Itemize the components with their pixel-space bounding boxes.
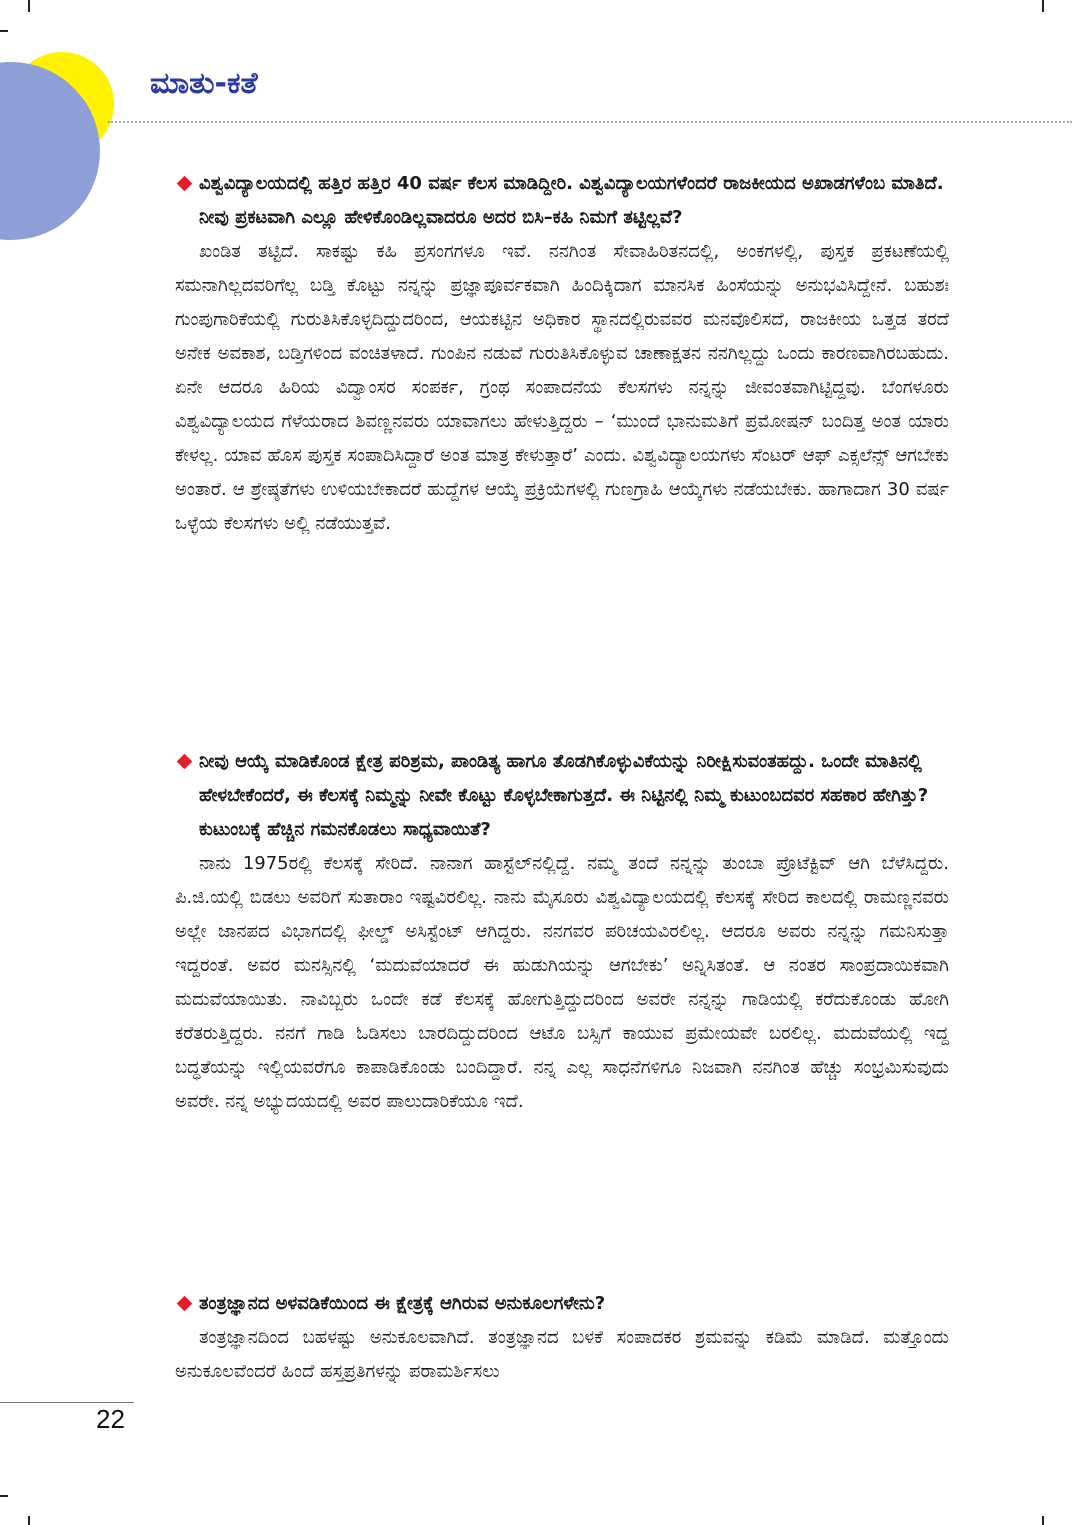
footer-rule [0, 1402, 134, 1403]
header-dotted-rule [108, 121, 1072, 123]
page-number: 22 [96, 1404, 125, 1434]
crop-mark-left-lower [0, 1495, 8, 1497]
question-3 [175, 1287, 949, 1321]
answer-2: ನಾನು 1975ರಲ್ಲಿ ಕೆಲಸಕ್ಕೆ ಸೇರಿದೆ. ನಾನಾಗ ಹಾಸ್ಟೆಲ್‌ನಲ್ಲಿದ್ದೆ. ನಮ್ಮ ತಂದೆ ನನ್ನನ್ನು ತುಂಬಾ ಪ್ರೊಟೆಕ್ಟಿವ್ ಆಗಿ ಬೆಳೆಸಿದ್ದರು. ಪಿ.ಜಿ.ಯಲ್ಲಿ ಬಿಡಲು ಅವರಿಗೆ ಸುತಾರಾಂ ಇಷ್ಟವಿರಲಿಲ್ಲ. ನಾನು ಮೈಸೂರು ವಿಶ್ವವಿದ್ಯಾಲಯದಲ್ಲಿ ಕೆಲಸಕ್ಕೆ ಸೇರಿದ ಕಾಲದಲ್ಲಿ ರಾಮಣ್ಣನವರು ಅಲ್ಲೇ ಜಾನಪದ ವಿಭಾಗದಲ್ಲಿ ಫೀಲ್ಡ್ ಅಸಿಸ್ಟೆಂಟ್ ಆಗಿದ್ದರು. ನನಗವರ ಪರಿಚಯವಿರಲಿಲ್ಲ. ಆದರೂ ಅವರು ನನ್ನನ್ನು ಗಮನಿಸುತ್ತಾ ಇದ್ದರಂತೆ. ಅವರ ಮನಸ್ಸಿನಲ್ಲಿ ‘ಮದುವೆಯಾದರೆ ಈ ಹುಡುಗಿಯನ್ನು ಆಗಬೇಕು’ ಅನ್ನಿಸಿತಂತೆ. ಆ ನಂತರ ಸಾಂಪ್ರದಾಯಿಕವಾಗಿ ಮದುವೆಯಾಯಿತು. ನಾವಿಬ್ಬರು ಒಂದೇ ಕಡೆ ಕೆಲಸಕ್ಕೆ ಹೋಗುತ್ತಿದ್ದುದರಿಂದ ಅವರೇ ನನ್ನನ್ನು ಗಾಡಿಯಲ್ಲಿ ಕರೆದುಕೊಂಡು ಹೋಗಿ ಕರೆತರುತ್ತಿದ್ದರು. ನನಗೆ ಗಾಡಿ ಓಡಿಸಲು ಬಾರದಿದ್ದುದರಿಂದ ಆಟೊ ಬಸ್ಸಿಗೆ ಕಾಯುವ ಪ್ರಮೇಯವೇ ಬರಲಿಲ್ಲ. ಮದುವೆಯಲ್ಲಿ ಇದ್ದ ಬದ್ಧತೆಯನ್ನು ಇಲ್ಲಿಯವರೆಗೂ ಕಾಪಾಡಿಕೊಂಡು ಬಂದಿದ್ದಾರೆ. ನನ್ನ ಎಲ್ಲ ಸಾಧನೆಗಳಿಗೂ ನಿಜವಾಗಿ ನನಗಿಂತ ಹೆಚ್ಚು ಸಂಭ್ರಮಿಸುವುದು ಅವರೇ. ನನ್ನ ಅಭ್ಯುದಯದಲ್ಲಿ ಅವರ ಪಾಲುದಾರಿಕೆಯೂ ಇದೆ. [175, 853, 949, 1112]
crop-mark-bottom-left [28, 1516, 30, 1525]
diamond-bullet-icon [177, 1296, 193, 1312]
section-title: ಮಾತು-ಕತೆ [150, 66, 258, 101]
question-1 [175, 167, 949, 235]
question-2-text: ನೀವು ಆಯ್ಕೆ ಮಾಡಿಕೊಂಡ ಕ್ಷೇತ್ರ ಪರಿಶ್ರಮ, ಪಾಂಡಿತ್ಯ ಹಾಗೂ ತೊಡಗಿಕೊಳ್ಳುವಿಕೆಯನ್ನು ನಿರೀಕ್ಷಿಸುವಂತಹದ್ದು. ಒಂದೇ ಮಾತಿನಲ್ಲಿ ಹೇಳಬೇಕೆಂದರೆ, ಈ ಕೆಲಸಕ್ಕೆ ನಿಮ್ಮನ್ನು ನೀವೇ ಕೊಟ್ಟು ಕೊಳ್ಳಬೇಕಾಗುತ್ತದೆ. ಈ ನಿಟ್ಟಿನಲ್ಲಿ ನಿಮ್ಮ ಕುಟುಂಬದವರ ಸಹಕಾರ ಹೇಗಿತ್ತು? ಕುಟುಂಬಕ್ಕೆ ಹೆಚ್ಚಿನ ಗಮನಕೊಡಲು ಸಾಧ್ಯವಾಯಿತೆ? [199, 751, 929, 840]
crop-mark-left-upper [0, 30, 8, 32]
answer-1: ಖಂಡಿತ ತಟ್ಟಿದೆ. ಸಾಕಷ್ಟು ಕಹಿ ಪ್ರಸಂಗಗಳೂ ಇವೆ. ನನಗಿಂತ ಸೇವಾಹಿರಿತನದಲ್ಲಿ, ಅಂಕಗಳಲ್ಲಿ, ಪುಸ್ತಕ ಪ್ರಕಟಣೆಯಲ್ಲಿ ಸಮನಾಗಿಲ್ಲದವರಿಗೆಲ್ಲ ಬಡ್ತಿ ಕೊಟ್ಟು ನನ್ನನ್ನು ಪ್ರಜ್ಞಾಪೂರ್ವಕವಾಗಿ ಹಿಂದಿಕ್ಕಿದಾಗ ಮಾನಸಿಕ ಹಿಂಸೆಯನ್ನು ಅನುಭವಿಸಿದ್ದೇನೆ. ಬಹುಶಃ ಗುಂಪುಗಾರಿಕೆಯಲ್ಲಿ ಗುರುತಿಸಿಕೊಳ್ಳದಿದ್ದುದರಿಂದ, ಆಯಕಟ್ಟಿನ ಅಧಿಕಾರ ಸ್ಥಾನದಲ್ಲಿರುವವರ ಮನವೊಲಿಸದೆ, ರಾಜಕೀಯ ಒತ್ತಡ ತರದೆ ಅನೇಕ ಅವಕಾಶ, ಬಡ್ತಿಗಳಿಂದ ವಂಚಿತಳಾದೆ. ಗುಂಪಿನ ನಡುವೆ ಗುರುತಿಸಿಕೊಳ್ಳುವ ಚಾಣಾಕ್ಷತನ ನನಗಿಲ್ಲದ್ದು ಒಂದು ಕಾರಣವಾಗಿರಬಹುದು. ಏನೇ ಆದರೂ ಹಿರಿಯ ವಿದ್ವಾಂಸರ ಸಂಪರ್ಕ, ಗ್ರಂಥ ಸಂಪಾದನೆಯ ಕೆಲಸಗಳು ನನ್ನನ್ನು ಜೀವಂತವಾಗಿಟ್ಟಿದ್ದವು. ಬೆಂಗಳೂರು ವಿಶ್ವವಿದ್ಯಾಲಯದ ಗೆಳೆಯರಾದ ಶಿವಣ್ಣನವರು ಯಾವಾಗಲು ಹೇಳುತ್ತಿದ್ದರು – ‘ಮುಂದೆ ಭಾನುಮತಿಗೆ ಪ್ರಮೋಷನ್ ಬಂದಿತ್ತ ಅಂತ ಯಾರು ಕೇಳಲ್ಲ. ಯಾವ ಹೊಸ ಪುಸ್ತಕ ಸಂಪಾದಿಸಿದ್ದಾರೆ ಅಂತ ಮಾತ್ರ ಕೇಳುತ್ತಾರೆ’ ಎಂದು. ವಿಶ್ವವಿದ್ಯಾಲಯಗಳು ಸೆಂಟರ್ ಆಫ್ ಎಕ್ಸಲೆನ್ಸ್ ಆಗಬೇಕು ಅಂತಾರೆ. ಆ ಶ್ರೇಷ್ಠತೆಗಳು ಉಳಿಯಬೇಕಾದರೆ ಹುದ್ದೆಗಳ ಆಯ್ಕೆ ಪ್ರಕ್ರಿಯೆಗಳಲ್ಲಿ ಗುಣಗ್ರಾಹಿ ಆಯ್ಕೆಗಳು ನಡೆಯಬೇಕು. ಹಾಗಾದಾಗ 30 ವರ್ಷ ಒಳ್ಳೆಯ ಕೆಲಸಗಳು ಅಲ್ಲಿ ನಡೆಯುತ್ತವೆ. [175, 241, 949, 534]
qa-block-1 [175, 167, 949, 541]
diamond-bullet-icon [177, 754, 193, 770]
qa-block-2 [175, 745, 949, 1119]
question-2 [175, 745, 949, 847]
question-1-text: ವಿಶ್ವವಿದ್ಯಾಲಯದಲ್ಲಿ ಹತ್ತಿರ ಹತ್ತಿರ 40 ವರ್ಷ ಕೆಲಸ ಮಾಡಿದ್ದೀರಿ. ವಿಶ್ವವಿದ್ಯಾಲಯಗಳೆಂದರೆ ರಾಜಕೀಯದ ಅಖಾಡಗಳೆಂಬ ಮಾತಿದೆ. ನೀವು ಪ್ರಕಟವಾಗಿ ಎಲ್ಲೂ ಹೇಳಿಕೊಂಡಿಲ್ಲವಾದರೂ ಅದರ ಬಿಸಿ–ಕಹಿ ನಿಮಗೆ ತಟ್ಟಿಲ್ಲವೆ? [199, 173, 944, 228]
diamond-bullet-icon [177, 176, 193, 192]
crop-mark-top-left [28, 0, 30, 12]
answer-3: ತಂತ್ರಜ್ಞಾನದಿಂದ ಬಹಳಷ್ಟು ಅನುಕೂಲವಾಗಿದೆ. ತಂತ್ರಜ್ಞಾನದ ಬಳಕೆ ಸಂಪಾದಕರ ಶ್ರಮವನ್ನು ಕಡಿಮೆ ಮಾಡಿದೆ. ಮತ್ತೊಂದು ಅನುಕೂಲವೆಂದರೆ ಹಿಂದೆ ಹಸ್ತಪ್ರತಿಗಳನ್ನು ಪರಾಮರ್ಶಿಸಲು [175, 1327, 949, 1382]
qa-block-3 [175, 1287, 949, 1389]
question-3-text: ತಂತ್ರಜ್ಞಾನದ ಅಳವಡಿಕೆಯಿಂದ ಈ ಕ್ಷೇತ್ರಕ್ಕೆ ಆಗಿರುವ ಅನುಕೂಲಗಳೇನು? [199, 1293, 606, 1314]
crop-mark-bottom-right [1042, 1516, 1044, 1525]
crop-mark-top-right [1042, 0, 1044, 12]
